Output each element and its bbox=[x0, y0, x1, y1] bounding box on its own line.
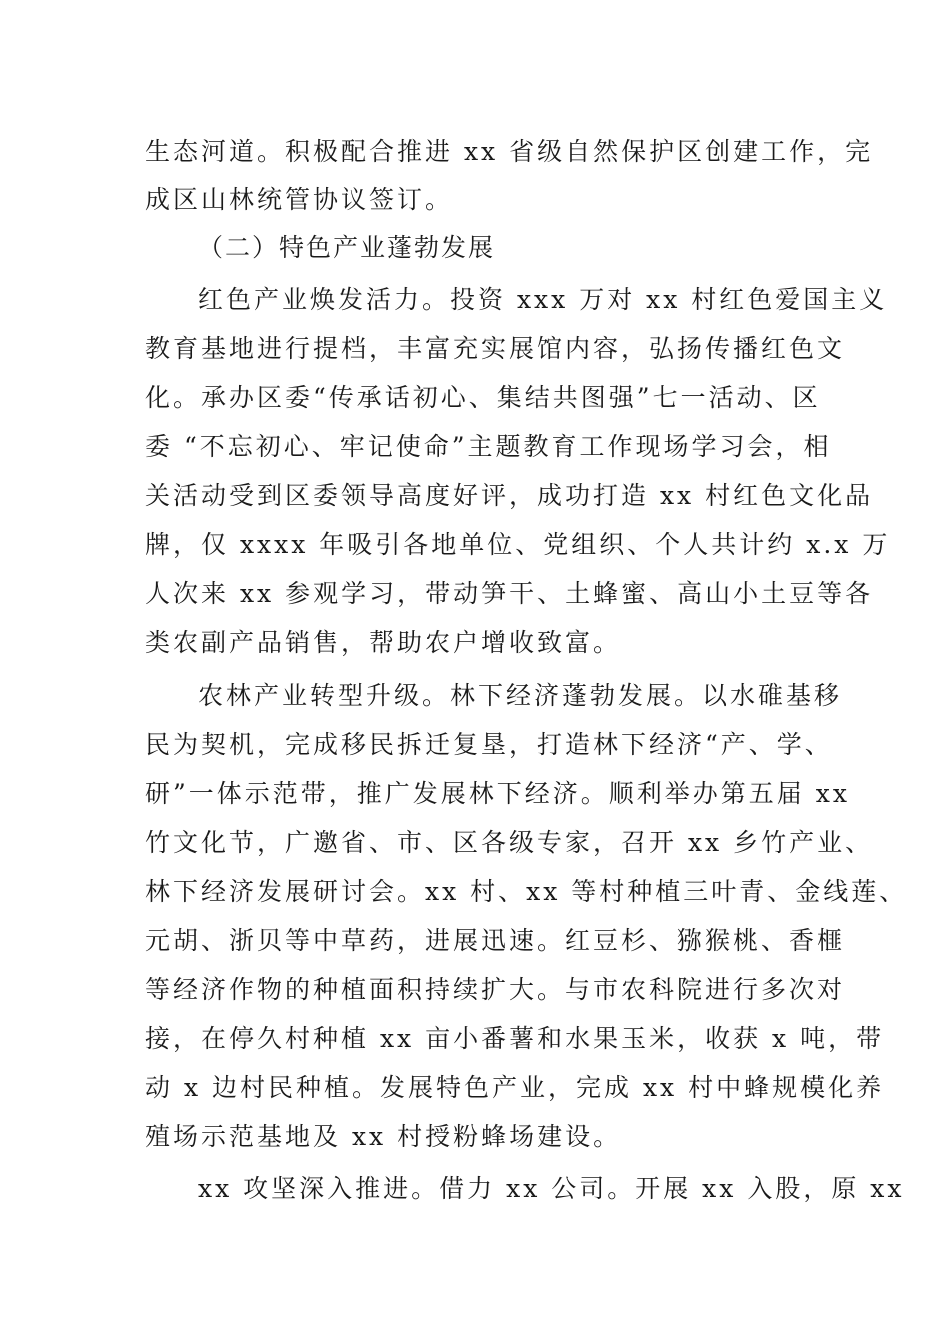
text-line-11: 类农副产品销售，帮助农户增收致富。 bbox=[145, 628, 622, 657]
text-line-19: 接，在停久村种植 xx 亩小番薯和水果玉米，收获 x 吨，带 bbox=[145, 1024, 885, 1053]
text-line-18: 等经济作物的种植面积持续扩大。与市农科院进行多次对 bbox=[145, 975, 846, 1004]
text-line-2: 成区山林统管协议签订。 bbox=[145, 185, 454, 214]
text-line-6: 化。承办区委“传承话初心、集结共图强”七一活动、区 bbox=[145, 383, 821, 412]
text-line-7: 委 “不忘初心、牢记使命”主题教育工作现场学习会，相 bbox=[145, 432, 832, 461]
text-line-16: 林下经济发展研讨会。xx 村、xx 等村种植三叶青、金线莲、 bbox=[145, 877, 908, 906]
text-line-15: 竹文化节，广邀省、市、区各级专家，召开 xx 乡竹产业、 bbox=[145, 828, 874, 857]
section-heading: （二）特色产业蓬勃发展 bbox=[198, 233, 496, 262]
text-line-1: 生态河道。积极配合推进 xx 省级自然保护区创建工作，完 bbox=[145, 137, 874, 166]
text-line-13: 民为契机，完成移民拆迁复垦，打造林下经济“产、学、 bbox=[145, 730, 833, 759]
text-line-20: 动 x 边村民种植。发展特色产业，完成 xx 村中蜂规模化养 bbox=[145, 1073, 885, 1102]
text-line-22: xx 攻坚深入推进。借力 xx 公司。开展 xx 入股，原 xx bbox=[198, 1174, 905, 1203]
text-line-9: 牌，仅 xxxx 年吸引各地单位、党组织、个人共计约 x.x 万 bbox=[145, 530, 891, 559]
text-line-5: 教育基地进行提档，丰富充实展馆内容，弘扬传播红色文 bbox=[145, 334, 846, 363]
text-line-14: 研”一体示范带，推广发展林下经济。顺利举办第五届 xx bbox=[145, 779, 850, 808]
text-line-10: 人次来 xx 参观学习，带动笋干、土蜂蜜、高山小土豆等各 bbox=[145, 579, 874, 608]
text-line-8: 关活动受到区委领导高度好评，成功打造 xx 村红色文化品 bbox=[145, 481, 874, 510]
text-line-12: 农林产业转型升级。林下经济蓬勃发展。以水碓基移 bbox=[198, 681, 843, 710]
text-line-21: 殖场示范基地及 xx 村授粉蜂场建设。 bbox=[145, 1122, 622, 1151]
text-line-17: 元胡、浙贝等中草药，进展迅速。红豆杉、猕猴桃、香榧 bbox=[145, 926, 846, 955]
text-line-4: 红色产业焕发活力。投资 xxx 万对 xx 村红色爱国主义 bbox=[198, 285, 888, 314]
